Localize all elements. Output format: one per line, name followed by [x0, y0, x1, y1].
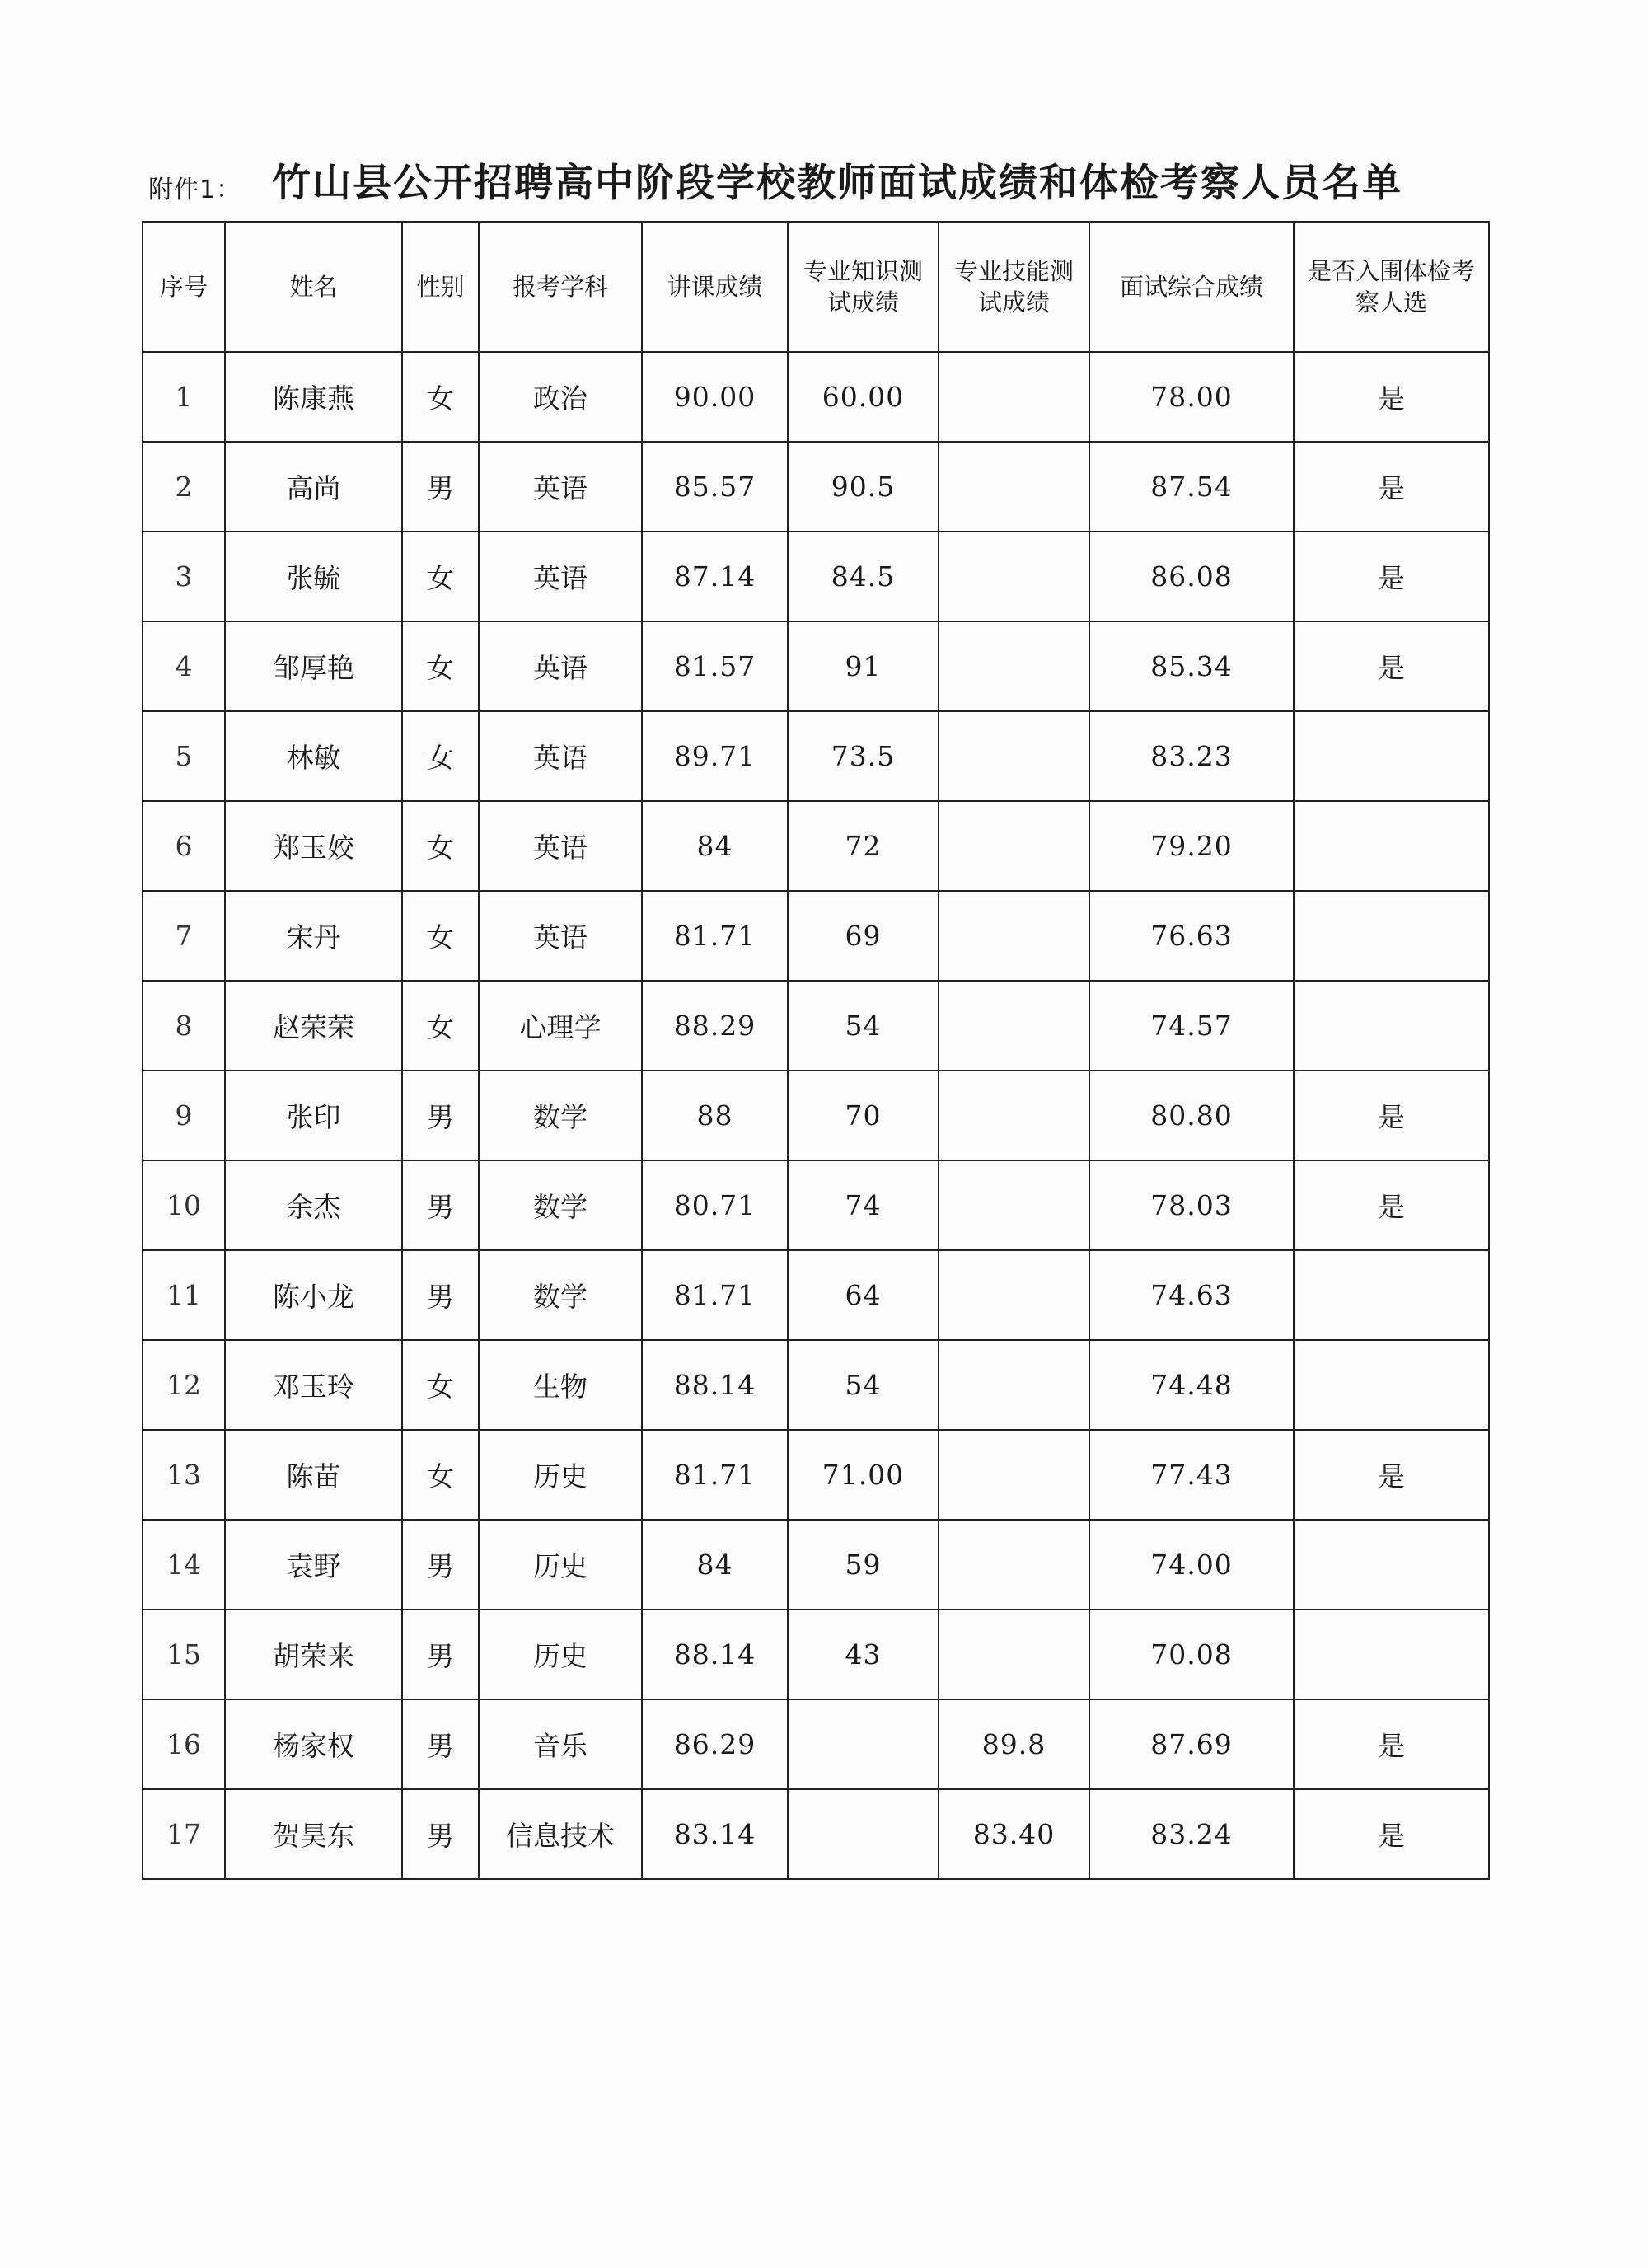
cell-name: 陈康燕	[225, 352, 402, 442]
cell-overall-score: 74.48	[1089, 1340, 1294, 1430]
cell-overall-score: 74.63	[1089, 1250, 1294, 1340]
cell-knowledge-score: 91	[788, 621, 939, 711]
cell-skill-score	[939, 1160, 1089, 1250]
cell-lecture-score: 88.14	[642, 1610, 788, 1699]
table-row	[143, 1071, 1489, 1160]
cell-name: 陈苗	[225, 1430, 402, 1520]
cell-name: 赵荣荣	[225, 981, 402, 1071]
table-row	[143, 352, 1489, 442]
header-lecture-score: 讲课成绩	[642, 222, 788, 352]
cell-gender: 女	[402, 1340, 479, 1430]
table-row	[143, 1340, 1489, 1430]
cell-skill-score	[939, 891, 1089, 981]
cell-skill-score	[939, 1430, 1089, 1520]
cell-knowledge-score	[788, 1789, 939, 1879]
cell-seq: 15	[143, 1610, 225, 1699]
cell-subject: 信息技术	[479, 1789, 642, 1879]
cell-gender: 女	[402, 532, 479, 621]
cell-overall-score: 77.43	[1089, 1430, 1294, 1520]
cell-overall-score: 80.80	[1089, 1071, 1294, 1160]
table-row	[143, 1160, 1489, 1250]
cell-knowledge-score: 70	[788, 1071, 939, 1160]
cell-seq: 2	[143, 442, 225, 532]
table-row	[143, 1789, 1489, 1879]
table-row	[143, 621, 1489, 711]
cell-overall-score: 78.03	[1089, 1160, 1294, 1250]
cell-overall-score: 86.08	[1089, 532, 1294, 621]
cell-lecture-score: 81.71	[642, 1250, 788, 1340]
table-header-row	[143, 222, 1489, 352]
cell-seq: 12	[143, 1340, 225, 1430]
cell-selected: 是	[1294, 352, 1489, 442]
cell-knowledge-score: 74	[788, 1160, 939, 1250]
cell-gender: 男	[402, 1789, 479, 1879]
cell-gender: 女	[402, 981, 479, 1071]
cell-lecture-score: 86.29	[642, 1699, 788, 1789]
cell-subject: 心理学	[479, 981, 642, 1071]
cell-selected	[1294, 711, 1489, 801]
cell-overall-score: 70.08	[1089, 1610, 1294, 1699]
cell-gender: 男	[402, 1160, 479, 1250]
cell-name: 余杰	[225, 1160, 402, 1250]
cell-lecture-score: 85.57	[642, 442, 788, 532]
cell-knowledge-score: 59	[788, 1520, 939, 1610]
cell-gender: 男	[402, 1610, 479, 1699]
header-overall-score: 面试综合成绩	[1089, 222, 1294, 352]
header-seq: 序号	[143, 222, 225, 352]
cell-overall-score: 83.24	[1089, 1789, 1294, 1879]
cell-overall-score: 85.34	[1089, 621, 1294, 711]
cell-gender: 男	[402, 1071, 479, 1160]
header-gender: 性别	[402, 222, 479, 352]
cell-skill-score	[939, 1250, 1089, 1340]
cell-selected: 是	[1294, 1071, 1489, 1160]
cell-overall-score: 74.00	[1089, 1520, 1294, 1610]
cell-gender: 男	[402, 442, 479, 532]
cell-skill-score	[939, 1610, 1089, 1699]
cell-selected: 是	[1294, 621, 1489, 711]
cell-name: 邹厚艳	[225, 621, 402, 711]
cell-lecture-score: 84	[642, 1520, 788, 1610]
cell-name: 胡荣来	[225, 1610, 402, 1699]
table-row	[143, 711, 1489, 801]
cell-knowledge-score: 90.5	[788, 442, 939, 532]
header-subject: 报考学科	[479, 222, 642, 352]
cell-subject: 历史	[479, 1520, 642, 1610]
cell-name: 林敏	[225, 711, 402, 801]
table-row	[143, 1430, 1489, 1520]
document-header	[148, 152, 1500, 218]
cell-subject: 英语	[479, 532, 642, 621]
cell-gender: 女	[402, 801, 479, 891]
cell-skill-score	[939, 1520, 1089, 1610]
table-body	[143, 352, 1489, 1879]
cell-name: 张印	[225, 1071, 402, 1160]
cell-overall-score: 83.23	[1089, 711, 1294, 801]
cell-knowledge-score: 54	[788, 1340, 939, 1430]
cell-skill-score	[939, 981, 1089, 1071]
cell-skill-score: 83.40	[939, 1789, 1089, 1879]
cell-subject: 政治	[479, 352, 642, 442]
cell-knowledge-score: 54	[788, 981, 939, 1071]
cell-selected: 是	[1294, 1430, 1489, 1520]
header-skill-score: 专业技能测试成绩	[939, 222, 1089, 352]
cell-seq: 6	[143, 801, 225, 891]
cell-overall-score: 76.63	[1089, 891, 1294, 981]
cell-seq: 5	[143, 711, 225, 801]
cell-lecture-score: 80.71	[642, 1160, 788, 1250]
cell-knowledge-score: 71.00	[788, 1430, 939, 1520]
cell-gender: 女	[402, 711, 479, 801]
cell-subject: 历史	[479, 1610, 642, 1699]
cell-subject: 历史	[479, 1430, 642, 1520]
cell-name: 陈小龙	[225, 1250, 402, 1340]
cell-overall-score: 79.20	[1089, 801, 1294, 891]
header-name: 姓名	[225, 222, 402, 352]
cell-skill-score	[939, 621, 1089, 711]
cell-knowledge-score: 73.5	[788, 711, 939, 801]
cell-selected	[1294, 801, 1489, 891]
cell-selected	[1294, 1610, 1489, 1699]
cell-knowledge-score	[788, 1699, 939, 1789]
cell-seq: 7	[143, 891, 225, 981]
results-table	[142, 221, 1490, 1880]
cell-knowledge-score: 64	[788, 1250, 939, 1340]
table-row	[143, 981, 1489, 1071]
cell-lecture-score: 81.71	[642, 1430, 788, 1520]
cell-lecture-score: 89.71	[642, 711, 788, 801]
document-title: 竹山县公开招聘高中阶段学校教师面试成绩和体检考察人员名单	[272, 161, 1402, 206]
cell-skill-score	[939, 352, 1089, 442]
cell-gender: 男	[402, 1250, 479, 1340]
cell-seq: 14	[143, 1520, 225, 1610]
cell-lecture-score: 90.00	[642, 352, 788, 442]
cell-overall-score: 87.69	[1089, 1699, 1294, 1789]
cell-lecture-score: 81.71	[642, 891, 788, 981]
table-row	[143, 891, 1489, 981]
table-row	[143, 442, 1489, 532]
cell-gender: 女	[402, 621, 479, 711]
cell-gender: 男	[402, 1520, 479, 1610]
cell-seq: 4	[143, 621, 225, 711]
cell-seq: 3	[143, 532, 225, 621]
cell-subject: 数学	[479, 1071, 642, 1160]
cell-selected	[1294, 1520, 1489, 1610]
cell-seq: 10	[143, 1160, 225, 1250]
cell-knowledge-score: 69	[788, 891, 939, 981]
cell-lecture-score: 83.14	[642, 1789, 788, 1879]
table-row	[143, 1610, 1489, 1699]
cell-gender: 女	[402, 1430, 479, 1520]
cell-knowledge-score: 60.00	[788, 352, 939, 442]
table-row	[143, 1250, 1489, 1340]
cell-lecture-score: 88.29	[642, 981, 788, 1071]
cell-selected	[1294, 891, 1489, 981]
cell-subject: 英语	[479, 442, 642, 532]
cell-selected: 是	[1294, 442, 1489, 532]
cell-seq: 16	[143, 1699, 225, 1789]
cell-selected: 是	[1294, 1699, 1489, 1789]
cell-skill-score	[939, 711, 1089, 801]
cell-lecture-score: 88	[642, 1071, 788, 1160]
cell-subject: 音乐	[479, 1699, 642, 1789]
cell-selected: 是	[1294, 1160, 1489, 1250]
cell-seq: 1	[143, 352, 225, 442]
cell-lecture-score: 87.14	[642, 532, 788, 621]
cell-subject: 英语	[479, 711, 642, 801]
cell-overall-score: 87.54	[1089, 442, 1294, 532]
cell-skill-score	[939, 442, 1089, 532]
cell-skill-score	[939, 532, 1089, 621]
cell-name: 张毓	[225, 532, 402, 621]
cell-skill-score	[939, 801, 1089, 891]
cell-knowledge-score: 43	[788, 1610, 939, 1699]
table-row	[143, 801, 1489, 891]
cell-knowledge-score: 84.5	[788, 532, 939, 621]
cell-overall-score: 74.57	[1089, 981, 1294, 1071]
attachment-label: 附件1：	[148, 176, 242, 204]
header-selected: 是否入围体检考察人选	[1294, 222, 1489, 352]
cell-seq: 8	[143, 981, 225, 1071]
cell-subject: 数学	[479, 1160, 642, 1250]
cell-subject: 英语	[479, 621, 642, 711]
cell-name: 贺昊东	[225, 1789, 402, 1879]
cell-seq: 13	[143, 1430, 225, 1520]
cell-subject: 数学	[479, 1250, 642, 1340]
cell-gender: 女	[402, 891, 479, 981]
cell-name: 袁野	[225, 1520, 402, 1610]
cell-selected	[1294, 1250, 1489, 1340]
cell-name: 邓玉玲	[225, 1340, 402, 1430]
cell-gender: 女	[402, 352, 479, 442]
cell-skill-score	[939, 1340, 1089, 1430]
cell-subject: 英语	[479, 891, 642, 981]
cell-subject: 生物	[479, 1340, 642, 1430]
cell-skill-score	[939, 1071, 1089, 1160]
table-row	[143, 1520, 1489, 1610]
table-row	[143, 1699, 1489, 1789]
cell-seq: 11	[143, 1250, 225, 1340]
header-knowledge-score: 专业知识测试成绩	[788, 222, 939, 352]
cell-lecture-score: 84	[642, 801, 788, 891]
cell-lecture-score: 81.57	[642, 621, 788, 711]
cell-seq: 9	[143, 1071, 225, 1160]
cell-selected: 是	[1294, 1789, 1489, 1879]
cell-selected	[1294, 981, 1489, 1071]
cell-seq: 17	[143, 1789, 225, 1879]
cell-gender: 男	[402, 1699, 479, 1789]
cell-selected	[1294, 1340, 1489, 1430]
cell-knowledge-score: 72	[788, 801, 939, 891]
cell-skill-score: 89.8	[939, 1699, 1089, 1789]
cell-subject: 英语	[479, 801, 642, 891]
cell-name: 宋丹	[225, 891, 402, 981]
cell-name: 郑玉姣	[225, 801, 402, 891]
cell-name: 杨家权	[225, 1699, 402, 1789]
table-row	[143, 532, 1489, 621]
cell-selected: 是	[1294, 532, 1489, 621]
cell-overall-score: 78.00	[1089, 352, 1294, 442]
cell-name: 高尚	[225, 442, 402, 532]
cell-lecture-score: 88.14	[642, 1340, 788, 1430]
